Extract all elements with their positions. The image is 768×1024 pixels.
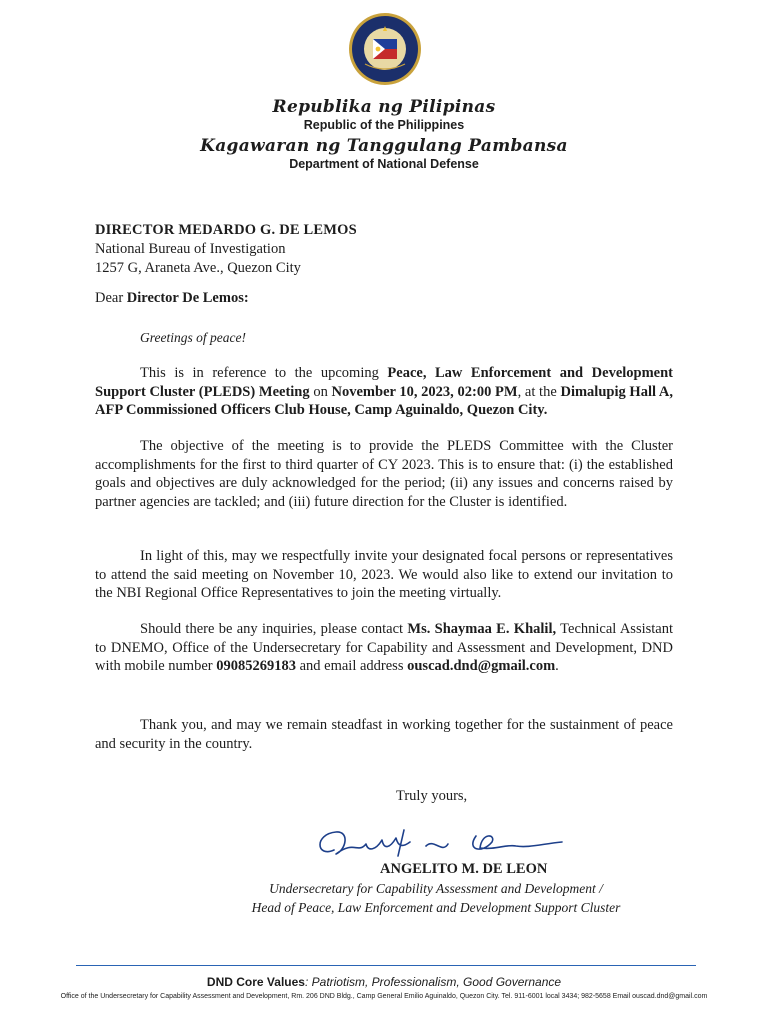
paragraph-thanks: Thank you, and may we remain steadfast in working together for the sustainment of peace and security in the country. [95, 717, 673, 752]
closing: Truly yours, [396, 788, 468, 804]
contact-email[interactable]: ouscad.dnd@gmail.com [407, 658, 556, 675]
letterhead-filipino-department: Kagawaran ng Tanggulang Pambansa [200, 136, 568, 156]
greeting: Greetings of peace! [140, 330, 246, 345]
contact-mobile: 09085269183 [216, 658, 296, 675]
recipient-name: DIRECTOR MEDARDO G. DE LEMOS [95, 222, 357, 238]
salutation: Dear Director De Lemos: [95, 290, 249, 306]
letterhead-filipino-republic: Republika ng Pilipinas [272, 97, 496, 117]
salutation-name: Director De Lemos: [126, 290, 249, 306]
signer-titles [236, 879, 636, 917]
meeting-venue: Dimalupig Hall A, AFP Commissioned Officers Club House, Camp Aguinaldo, Quezon City. [95, 383, 674, 419]
signer-title-2: Head of Peace, Law Enforcement and Development Support Cluster [251, 900, 621, 915]
paragraph-invitation: In light of this, may we respectfully invite your designated focal persons or representatives to attend the said meeting on November 10, 2023. We would also like to extend our invitation to the NBI Regional Office Representatives to join the meeting virtually. [95, 548, 673, 602]
paragraph-contact: Should there be any inquiries, please contact Ms. Shaymaa E. Khalil, Technical Assistant to DNEMO, Office of the Undersecretary for Capability and Assessment and Development, DND with mobile number 09085269183 and email address ouscad.dnd@gmail.com. [95, 621, 673, 675]
contact-person: Ms. Shaymaa E. Khalil, [407, 621, 557, 637]
paragraph-meeting-reference: This is in reference to the upcoming Peace, Law Enforcement and Development Support Cluster (PLEDS) Meeting on November 10, 2023, 02:00 PM, at the Dimalupig Hall A, AFP Commissioned Officers Club House, Camp Aguinaldo, Quezon City. [95, 365, 674, 419]
core-values [0, 975, 768, 989]
core-values-label: DND Core Values [206, 975, 305, 989]
meeting-datetime: November 10, 2023, 02:00 PM [331, 383, 518, 400]
core-values-text: : Patriotism, Professionalism, Good Governance [304, 975, 562, 989]
dnd-seal-logo [348, 12, 422, 86]
office-address-footer: Office of the Undersecretary for Capability Assessment and Development, Rm. 206 DND Bldg., Camp General Emilio Aguinaldo, Quezon City. Tel. 911-6001 local 3434; 982-5658 Email ouscad.dnd@gmail.com [60, 993, 708, 1000]
signer-title-1: Undersecretary for Capability Assessment and Development / [269, 881, 603, 896]
recipient-org: National Bureau of Investigation [95, 241, 286, 257]
recipient-address: 1257 G, Araneta Ave., Quezon City [95, 260, 301, 276]
footer-divider [76, 965, 696, 966]
signer-name: ANGELITO M. DE LEON [380, 861, 548, 877]
letterhead-republic: Republic of the Philippines [303, 118, 465, 132]
letterhead-department: Department of National Defense [289, 157, 479, 171]
recipient-block [95, 221, 357, 278]
paragraph-objective: The objective of the meeting is to provide the PLEDS Committee with the Cluster accomplishments for the first to third quarter of CY 2023. This is to ensure that: (i) the established goals and objectives are duly acknowledged for the period; (ii) any issues and concerns raised by partner agencies are tackled; and (iii) future direction for the Cluster is identified. [95, 438, 673, 510]
meeting-name: Peace, Law Enforcement and Development Support Cluster (PLEDS) Meeting [95, 365, 674, 400]
